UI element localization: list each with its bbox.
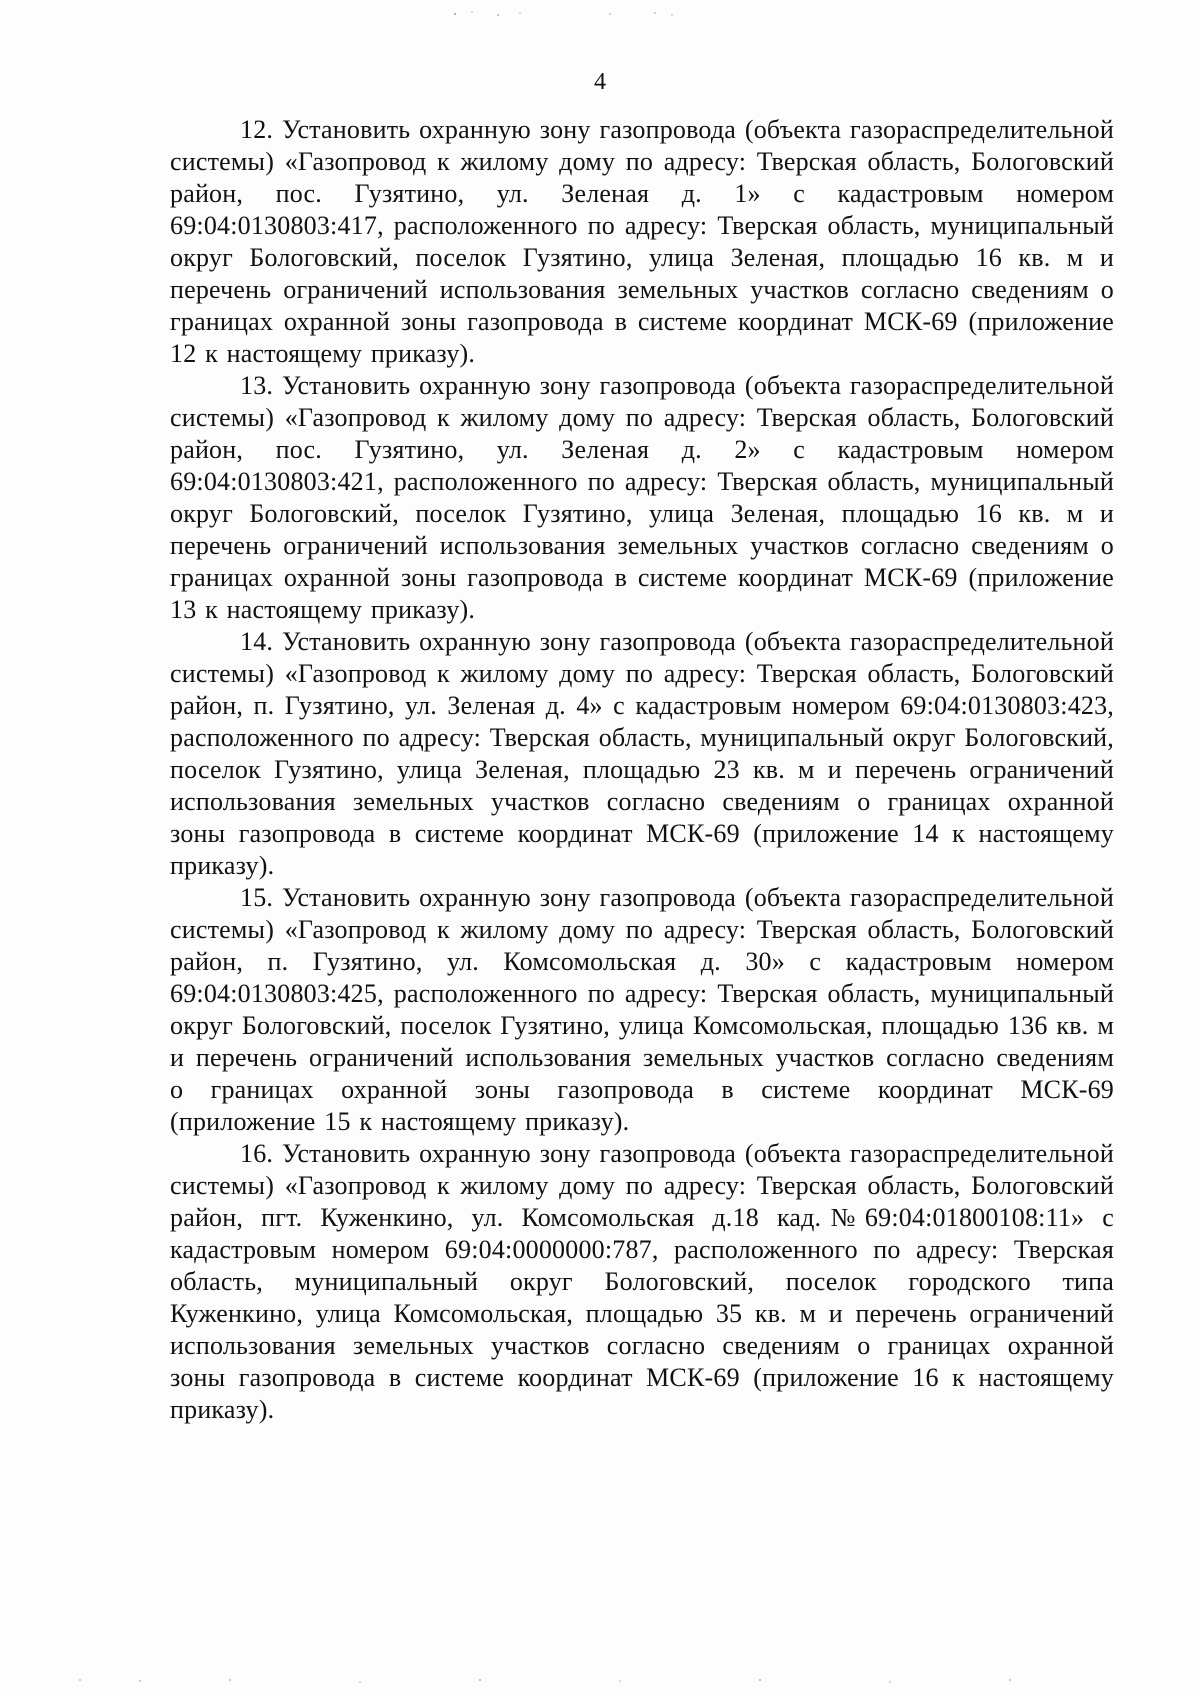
document-body — [170, 114, 1114, 1426]
paragraph-item-12: 12. Установить охранную зону газопровода (объекта газораспределительной системы) «Газопровод к жилому дому по адресу: Тверская область, Бологовский район, пос. Гузятино, ул. Зеленая д. 1» с кадастровым номером 69:04:0130803:417, расположенного по адресу: Тверская область, муниципальный округ Бологовский, поселок Гузятино, улица Зеленая, площадью 16 кв. м и перечень ограничений использования земельных участков согласно сведениям о границах охранной зоны газопровода в системе координат МСК-69 (приложение 12 к настоящему приказу). — [170, 115, 1114, 368]
page-number: 4 — [594, 69, 606, 95]
scan-noise-top — [0, 8, 1200, 18]
paragraph-item-14: 14. Установить охранную зону газопровода (объекта газораспределительной системы) «Газопровод к жилому дому по адресу: Тверская область, Бологовский район, п. Гузятино, ул. Зеленая д. 4» с кадастровым номером 69:04:0130803:423, расположенного по адресу: Тверская область, муниципальный округ Бологовский, поселок Гузятино, улица Зеленая, площадью 23 кв. м и перечень ограничений использования земельных участков согласно сведениям о границах охранной зоны газопровода в системе координат МСК-69 (приложение 14 к настоящему приказу). — [170, 627, 1114, 880]
paragraph-item-15: 15. Установить охранную зону газопровода (объекта газораспределительной системы) «Газопровод к жилому дому по адресу: Тверская область, Бологовский район, п. Гузятино, ул. Комсомольская д. 30» с кадастровым номером 69:04:0130803:425, расположенного по адресу: Тверская область, муниципальный округ Бологовский, поселок Гузятино, улица Комсомольская, площадью 136 кв. м и перечень ограничений использования земельных участков согласно сведениям о границах охранной зоны газопровода в системе координат МСК-69 (приложение 15 к настоящему приказу). — [170, 883, 1114, 1136]
scan-noise-bottom — [0, 1676, 1200, 1686]
paragraph-item-13: 13. Установить охранную зону газопровода (объекта газораспределительной системы) «Газопровод к жилому дому по адресу: Тверская область, Бологовский район, пос. Гузятино, ул. Зеленая д. 2» с кадастровым номером 69:04:0130803:421, расположенного по адресу: Тверская область, муниципальный округ Бологовский, поселок Гузятино, улица Зеленая, площадью 16 кв. м и перечень ограничений использования земельных участков согласно сведениям о границах охранной зоны газопровода в системе координат МСК-69 (приложение 13 к настоящему приказу). — [170, 371, 1114, 624]
paragraph-item-16: 16. Установить охранную зону газопровода (объекта газораспределительной системы) «Газопровод к жилому дому по адресу: Тверская область, Бологовский район, пгт. Куженкино, ул. Комсомольская д.18 кад.№69:04:01800108:11» с кадастровым номером 69:04:0000000:787, расположенного по адресу: Тверская область, муниципальный округ Бологовский, поселок городского типа Куженкино, улица Комсомольская, площадью 35 кв. м и перечень ограничений использования земельных участков согласно сведениям о границах охранной зоны газопровода в системе координат МСК-69 (приложение 16 к настоящему приказу). — [170, 1139, 1114, 1424]
